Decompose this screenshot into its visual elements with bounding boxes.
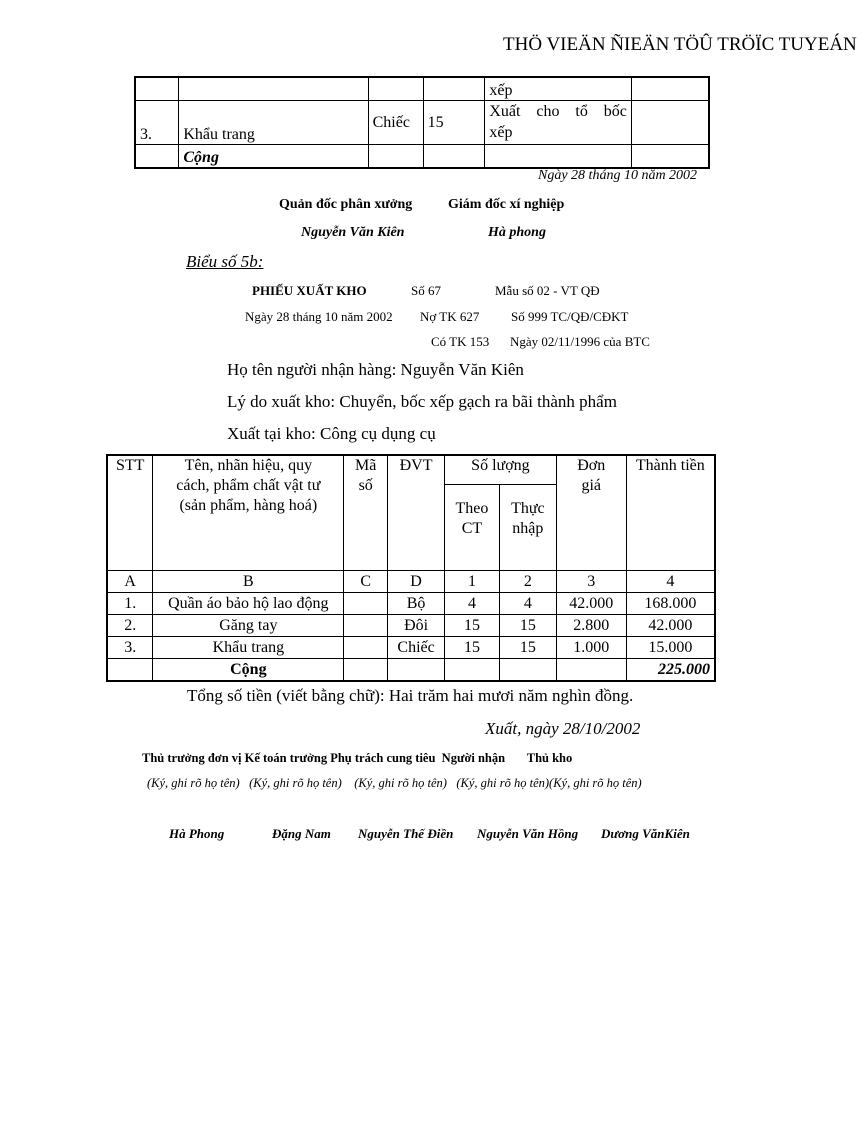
table-cell: 3. <box>135 101 179 145</box>
top-continuation-table <box>134 76 710 169</box>
table-cell: Khẩu trang <box>179 101 368 145</box>
table-cell: 15 <box>423 101 485 145</box>
slip-number: Số 67 <box>411 283 441 298</box>
slip-date: Ngày 28 tháng 10 năm 2002 <box>245 309 393 324</box>
approval-role-2: Giám đốc xí nghiệp <box>448 197 565 212</box>
table-row: 3. Khẩu trang Chiếc 15 15 1.000 15.000 <box>107 637 715 659</box>
slip-credit: Có TK 153 <box>431 334 490 349</box>
date-line: Ngày 28 tháng 10 năm 2002 <box>538 168 698 183</box>
reason-line: Lý do xuất kho: Chuyển, bốc xếp gạch ra bãi thành phẩm <box>227 392 617 411</box>
header-stt: STT <box>107 455 153 571</box>
approval-name-1: Nguyễn Văn Kiên <box>301 225 405 240</box>
warehouse-line: Xuất tại kho: Công cụ dụng cụ <box>227 424 436 443</box>
table-row <box>135 145 709 169</box>
table-row <box>135 77 709 101</box>
table-cell <box>485 101 631 145</box>
signer-name: Đặng Nam <box>272 826 331 841</box>
total-in-words: Tổng số tiền (viết bằng chữ): Hai trăm hai mươi năm nghìn đồng. <box>187 686 634 705</box>
slip-debit: Nợ TK 627 <box>420 309 480 324</box>
header-qty: Số lượng <box>445 455 557 485</box>
signer-name: Hà Phong <box>169 826 225 841</box>
table-cell: xếp <box>485 77 631 101</box>
bieu-so-label: Biểu số 5b: <box>186 252 264 271</box>
signature-roles: Thủ trưởng đơn vị Kế toán trưởng Phụ trách cung tiêu Người nhận Thủ kho <box>142 751 573 765</box>
signature-hint: (Ký, ghi rõ họ tên) (Ký, ghi rõ họ tên) (Ký, ghi rõ họ tên) (Ký, ghi rõ họ tên)(Ký, ghi rõ họ tên) <box>147 776 642 790</box>
issue-date: Xuất, ngày 28/10/2002 <box>485 719 641 738</box>
signer-name: Nguyễn Văn Hồng <box>477 826 579 841</box>
site-title: THÖ VIEÄN ÑIEÄN TÖÛ TRÖÏC TUYEÁN <box>503 34 857 55</box>
approval-role-1: Quản đốc phân xưởng <box>279 197 413 212</box>
note-line: xếp <box>489 124 513 141</box>
total-label: Cộng <box>153 659 344 682</box>
slip-decision: Số 999 TC/QĐ/CĐKT <box>511 309 629 324</box>
approval-name-2: Hà phong <box>488 225 546 240</box>
slip-decision-date: Ngày 02/11/1996 của BTC <box>510 334 650 349</box>
header-code: Mã số <box>344 455 388 571</box>
total-row <box>107 659 715 682</box>
header-thuc-nhap: Thực nhập <box>499 485 556 571</box>
header-unit: ĐVT <box>388 455 445 571</box>
slip-items-table <box>106 454 716 682</box>
note-line: Xuất cho tổ bốc <box>489 103 627 120</box>
table-row: 2. Găng tay Đôi 15 15 2.800 42.000 <box>107 615 715 637</box>
total-amount: 225.000 <box>626 659 715 682</box>
slip-form: Mẫu số 02 - VT QĐ <box>495 283 600 298</box>
table-row: 1. Quần áo bảo hộ lao động Bộ 4 4 42.000 168.000 <box>107 593 715 615</box>
header-price: Đơn giá <box>556 455 626 571</box>
signer-name: Dương VănKiên <box>601 826 690 841</box>
signer-name: Nguyễn Thế Điền <box>358 826 454 841</box>
slip-title: PHIẾU XUẤT KHO <box>252 283 367 298</box>
table-cell: Chiếc <box>368 101 423 145</box>
receiver-line: Họ tên người nhận hàng: Nguyễn Văn Kiên <box>227 360 524 379</box>
column-letter-row: A B C D 1 2 3 4 <box>107 571 715 593</box>
table-header-row <box>107 455 715 485</box>
header-amount: Thành tiền <box>626 455 715 571</box>
total-label: Cộng <box>179 145 368 169</box>
header-name: Tên, nhãn hiệu, quy cách, phẩm chất vật tư (sản phẩm, hàng hoá) <box>153 455 344 571</box>
table-row <box>135 101 709 145</box>
header-theo-ct: Theo CT <box>445 485 500 571</box>
